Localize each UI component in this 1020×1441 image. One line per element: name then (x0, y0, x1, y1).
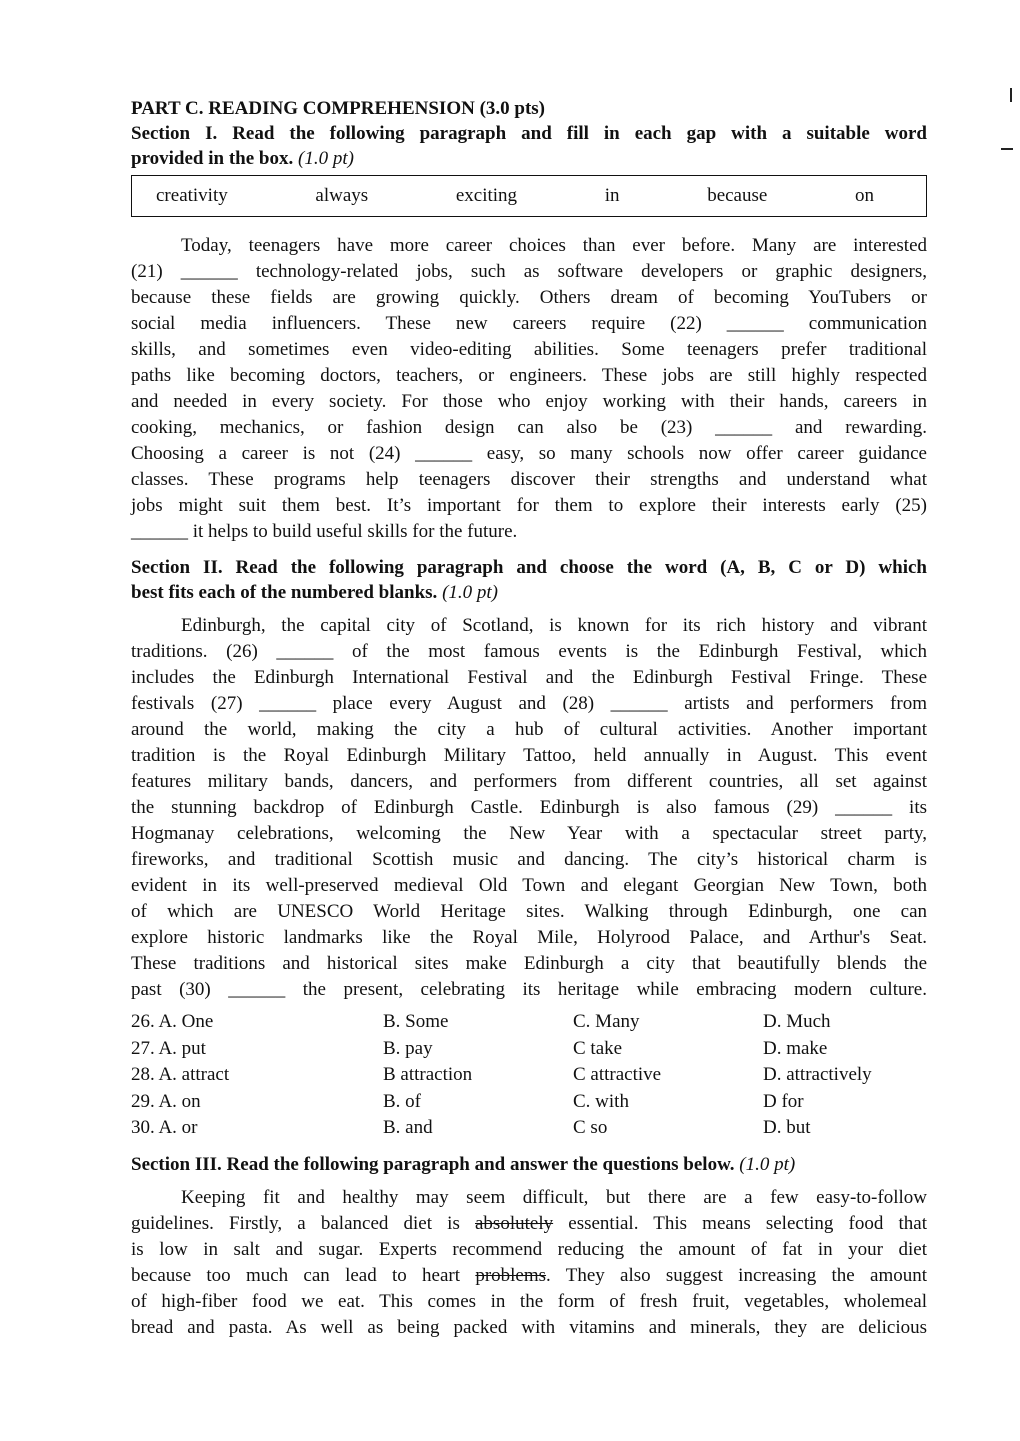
passage-line: fireworks, and traditional Scottish music and dancing. The city’s historical charm is (131, 849, 927, 870)
passage-line: skills, and sometimes even video-editing abilities. Some teenagers prefer traditional (131, 339, 927, 360)
passage-line: the stunning backdrop of Edinburgh Castle. Edinburgh is also famous (29) ______ its (131, 797, 927, 818)
passage-line: Keeping fit and healthy may seem difficult, but there are a few easy-to-follow (181, 1186, 927, 1208)
passage-line: classes. These programs help teenagers discover their strengths and understand what (131, 469, 927, 490)
option: C attractive (573, 1064, 662, 1085)
section-2 (131, 555, 927, 1142)
passage-line: features military bands, dancers, and performers from different countries, all set against (131, 771, 927, 792)
word-box-item: in (604, 185, 620, 206)
passage-line: guidelines. Firstly, a balanced diet is absolutely essential. This means selecting food that (131, 1212, 928, 1234)
option: B attraction (383, 1064, 473, 1085)
passage-line: bread and pasta. As well as being packed with vitamins and minerals, they are delicious (131, 1316, 927, 1338)
option: 28. A. attract (131, 1064, 230, 1085)
passage-line: evident in its well-preserved medieval Old Town and elegant Georgian New Town, both (131, 875, 927, 896)
passage-line: because these fields are growing quickly. Others dream of becoming YouTubers or (131, 287, 927, 308)
passage-line: These traditions and historical sites make Edinburgh a city that beautifully blends the (131, 953, 927, 974)
section-1-points: (1.0 pt) (298, 148, 354, 169)
word-box-item: creativity (156, 185, 228, 206)
passage-line: Hogmanay celebrations, welcoming the New Year with a spectacular street party, (131, 823, 927, 844)
passage-line: Edinburgh, the capital city of Scotland, is known for its rich history and vibrant (181, 615, 927, 636)
option: D for (763, 1090, 804, 1112)
section-3 (131, 1152, 927, 1341)
option: D. make (763, 1037, 828, 1059)
passage-line: paths like becoming doctors, teachers, or engineers. These jobs are still highly respected (131, 365, 927, 386)
passage-line: explore historic landmarks like the Royal Mile, Holyrood Palace, and Arthur's Seat. (131, 927, 927, 948)
word-box-item: because (707, 185, 768, 206)
option: B. and (383, 1117, 433, 1138)
passage-line: tradition is the Royal Edinburgh Military Tattoo, held annually in August. This event (131, 745, 927, 766)
section-2-points: (1.0 pt) (442, 582, 498, 603)
section-3-title: Section III. Read the following paragraph and answer the questions below. (1.0 pt) (131, 1153, 796, 1175)
option: C. with (573, 1090, 629, 1112)
option: 30. A. or (131, 1117, 198, 1138)
passage-line: ______ it helps to build useful skills for the future. (131, 521, 518, 542)
option: B. of (383, 1090, 421, 1112)
section-1-title-cont: provided in the box. (1.0 pt) (131, 148, 354, 169)
struck-word: problems (475, 1264, 547, 1286)
section-1-title: Section I. Read the following paragraph and fill in each gap with a suitable word (131, 123, 927, 144)
word-box-item: always (315, 185, 369, 206)
part-title: PART C. READING COMPREHENSION (3.0 pts) (131, 98, 546, 119)
word-box-item: on (855, 185, 874, 206)
passage-line: Today, teenagers have more career choices than ever before. Many are interested (181, 235, 927, 256)
passage-line: around the world, making the city a hub of cultural activities. Another important (131, 719, 927, 740)
option: B. pay (383, 1037, 433, 1059)
passage-line: social media influencers. These new careers require (22) ______ communication (131, 313, 927, 334)
passage-line: because too much can lead to heart problems. They also suggest increasing the amount (131, 1264, 928, 1286)
option: C so (573, 1117, 608, 1138)
passage-line: Choosing a career is not (24) ______ easy, so many schools now offer career guidance (131, 443, 927, 464)
option: 27. A. put (131, 1037, 206, 1059)
option: D. but (763, 1117, 811, 1138)
passage-line: cooking, mechanics, or fashion design can also be (23) ______ and rewarding. (131, 417, 927, 438)
option: C take (573, 1037, 623, 1059)
passage-line: past (30) ______ the present, celebrating its heritage while embracing modern culture. (131, 979, 927, 1000)
option: 29. A. on (131, 1090, 201, 1112)
passage-line: includes the Edinburgh International Festival and the Edinburgh Festival Fringe. These (131, 667, 927, 688)
passage-line: festivals (27) ______ place every August and (28) ______ artists and performers from (131, 693, 927, 714)
option: D. attractively (763, 1064, 872, 1085)
section-2-title: Section II. Read the following paragraph and choose the word (A, B, C or D) which (131, 557, 927, 578)
answer-options (131, 1009, 927, 1142)
section-3-points: (1.0 pt) (739, 1153, 796, 1175)
section-2-title-cont: best fits each of the numbered blanks. (1.0 pt) (131, 582, 498, 603)
struck-word: absolutely (475, 1212, 554, 1234)
option: B. Some (383, 1011, 449, 1032)
passage-line: of high-fiber food we eat. This comes in the form of fresh fruit, vegetables, wholemeal (131, 1290, 927, 1312)
passage-line: jobs might suit them best. It’s important for them to explore their interests early (25) (131, 495, 927, 516)
option: 26. A. One (131, 1011, 214, 1032)
word-box (131, 175, 927, 217)
passage-line: (21) ______ technology-related jobs, such as software developers or graphic designers, (131, 261, 927, 282)
passage-line: and needed in every society. For those who enjoy working with their hands, careers in (131, 391, 927, 412)
edge-mark (1001, 148, 1013, 150)
passage-line: of which are UNESCO World Heritage sites. Walking through Edinburgh, one can (131, 901, 927, 922)
edge-mark (1010, 88, 1012, 102)
option: D. Much (763, 1011, 831, 1032)
passage-line: is low in salt and sugar. Experts recommend reducing the amount of fat in your diet (131, 1238, 927, 1260)
section-1-passage (131, 233, 927, 545)
passage-line: traditions. (26) ______ of the most famous events is the Edinburgh Festival, which (131, 641, 927, 662)
word-box-item: exciting (455, 185, 518, 206)
document-page (131, 96, 927, 1341)
option: C. Many (573, 1011, 640, 1032)
